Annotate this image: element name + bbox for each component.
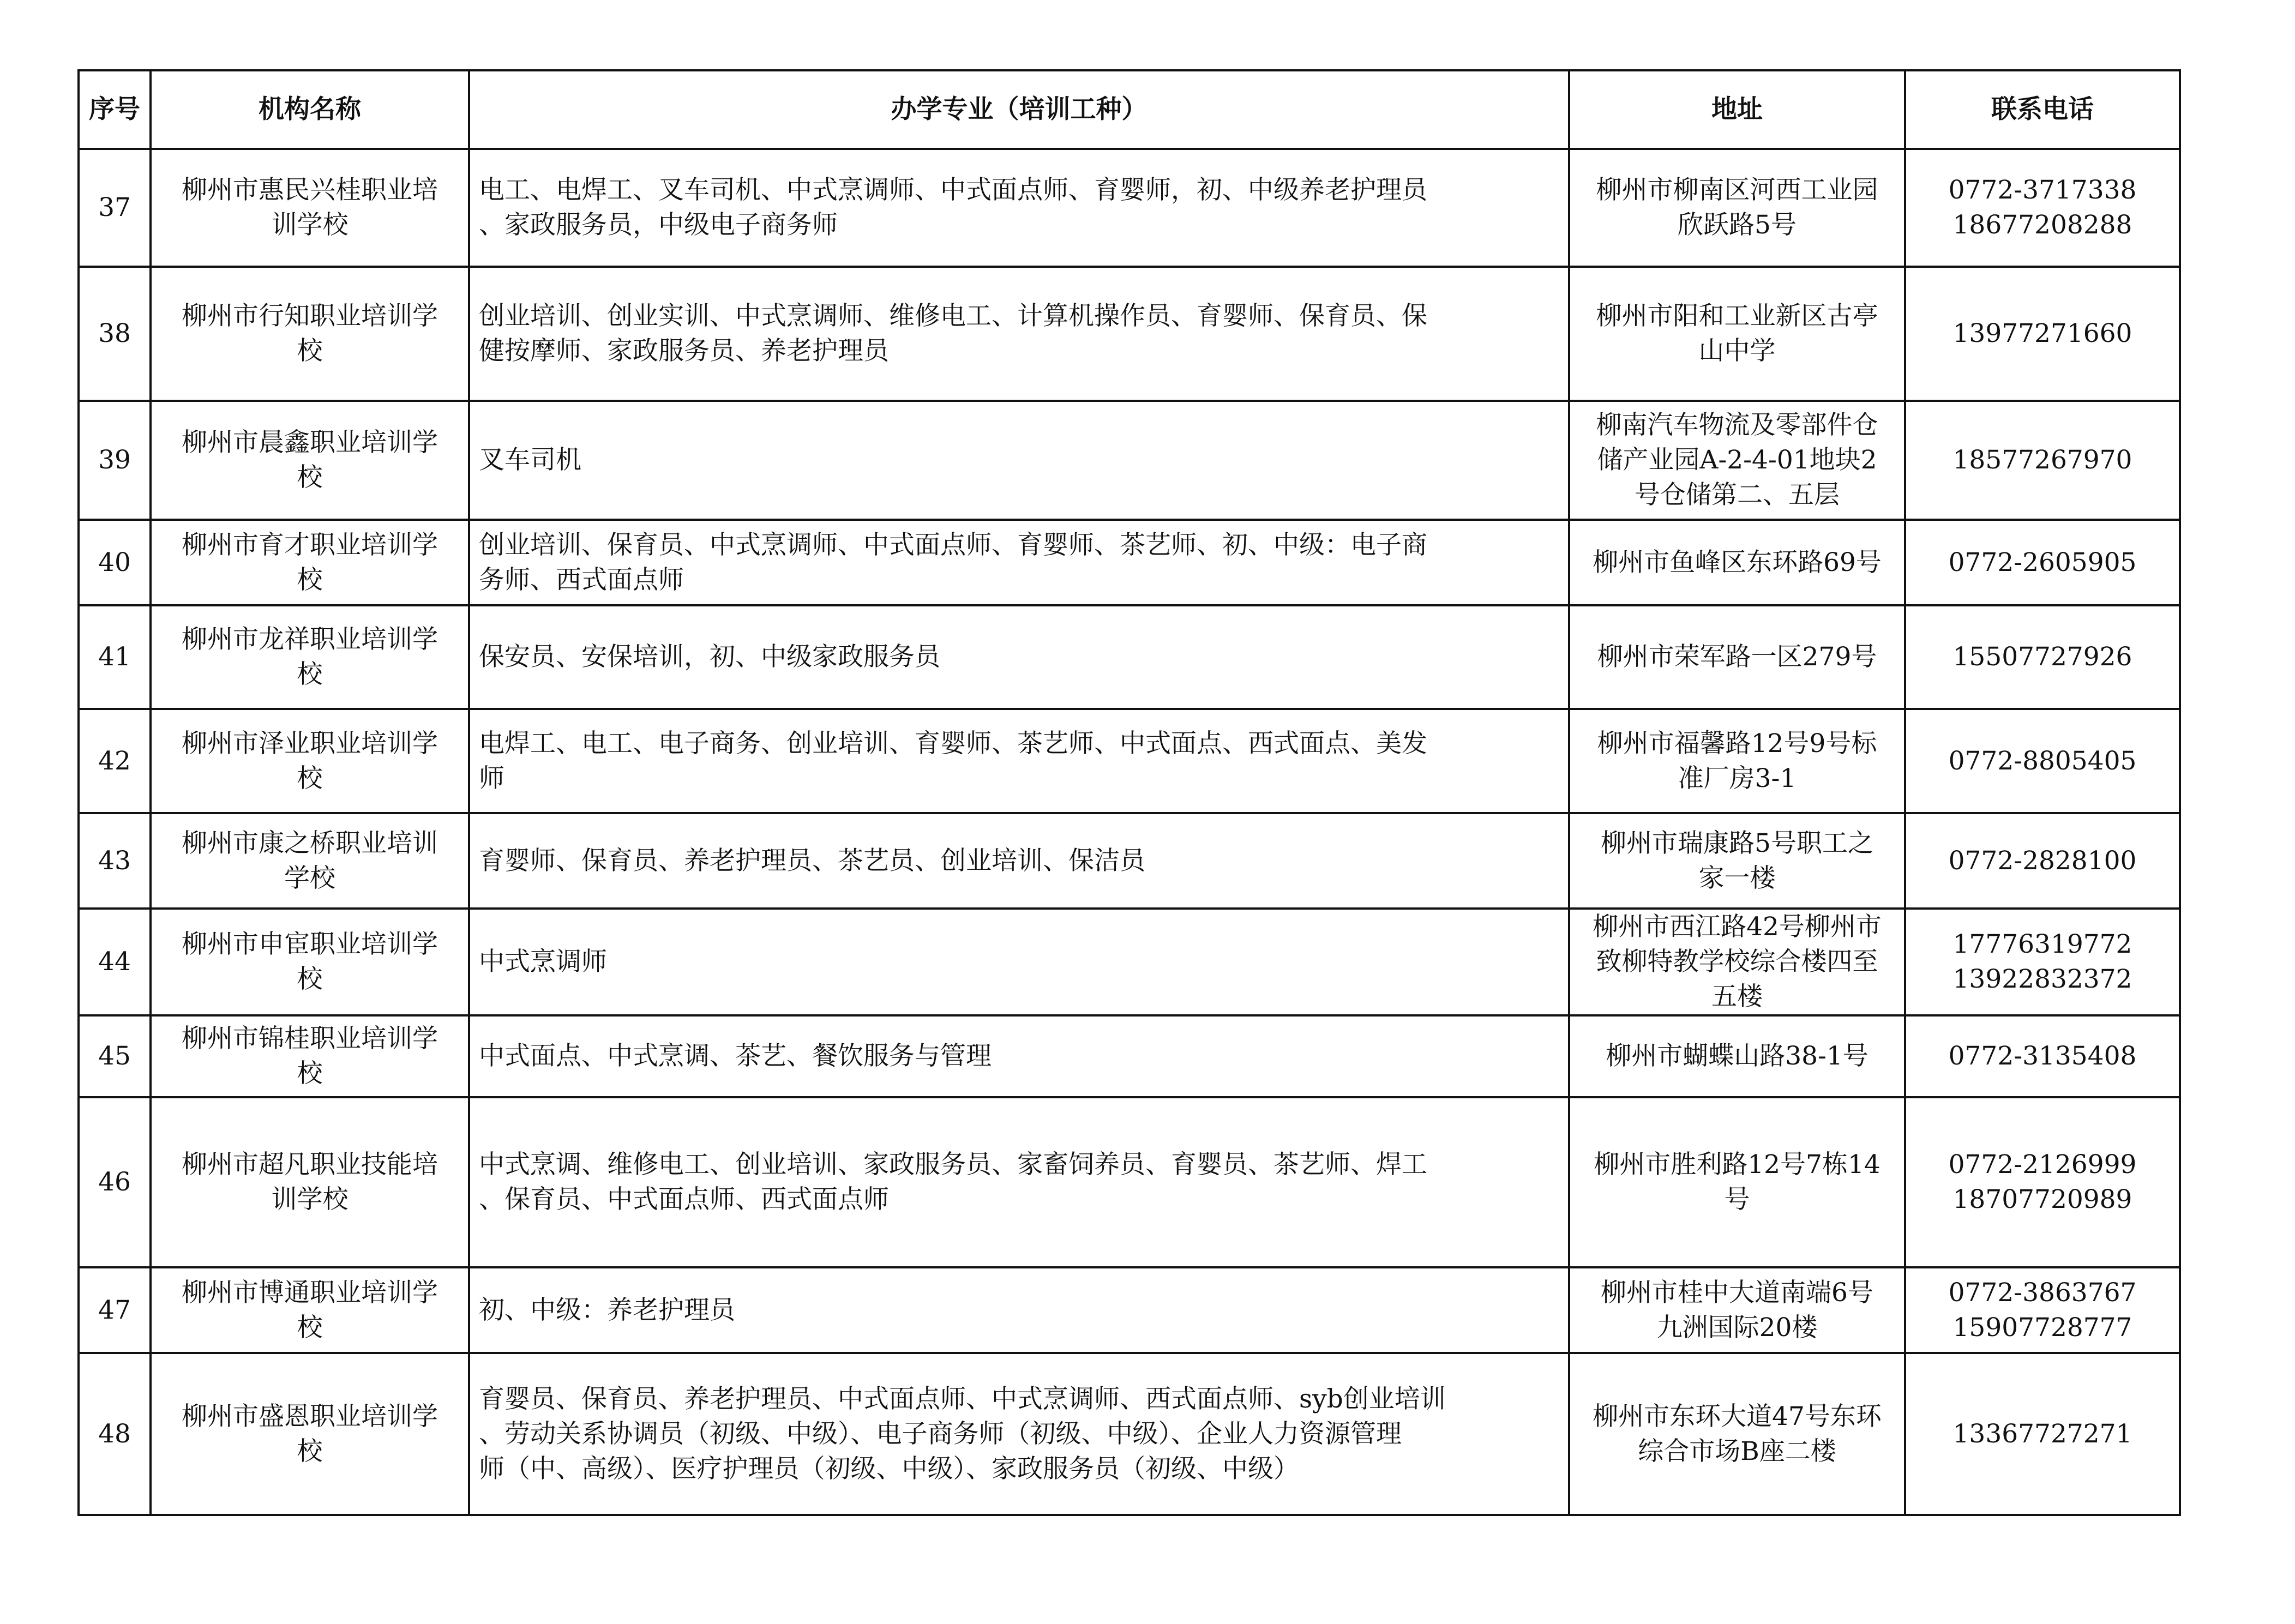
- cell-address: [1569, 605, 1905, 709]
- cell-major-text: 中式面点、中式烹调、茶艺、餐饮服务与管理: [479, 1041, 992, 1071]
- cell-phone: [1905, 813, 2180, 909]
- cell-name: [151, 605, 469, 709]
- table-row: [79, 401, 2180, 520]
- cell-address-text: 柳州市胜利路12号7栋14 号: [1594, 1150, 1881, 1214]
- header-no: 序号: [79, 70, 151, 149]
- cell-major-text: 创业培训、保育员、中式烹调师、中式面点师、育婴师、茶艺师、初、中级：电子商 务师、西式面点师: [479, 530, 1427, 595]
- header-name: 机构名称: [151, 70, 469, 149]
- cell-no: [79, 401, 151, 520]
- header-phone: 联系电话: [1905, 70, 2180, 149]
- table-row: [79, 709, 2180, 813]
- cell-phone-text: 15507727926: [1952, 642, 2132, 672]
- cell-address: [1569, 813, 1905, 909]
- cell-major: [469, 1097, 1569, 1267]
- cell-phone-text: 0772-3717338 18677208288: [1948, 175, 2137, 240]
- table-body: [79, 149, 2180, 1515]
- cell-name: [151, 520, 469, 605]
- cell-name-text: 柳州市超凡职业技能培 训学校: [182, 1150, 438, 1214]
- cell-phone-text: 17776319772 13922832372: [1952, 929, 2132, 994]
- cell-major: [469, 1353, 1569, 1515]
- cell-major-text: 电焊工、电工、电子商务、创业培训、育婴师、茶艺师、中式面点、西式面点、美发 师: [479, 728, 1427, 793]
- cell-address-text: 柳州市蝴蝶山路38-1号: [1606, 1041, 1869, 1071]
- cell-address-text: 柳南汽车物流及零部件仓 储产业园A-2-4-01地块2 号仓储第二、五层: [1596, 410, 1878, 510]
- cell-name: [151, 267, 469, 401]
- cell-major-text: 育婴员、保育员、养老护理员、中式面点师、中式烹调师、西式面点师、syb创业培训 、劳动关系协调员（初级、中级）、电子商务师（初级、中级）、企业人力资源管理 师（中、高级）、医疗护理员（初级、中级）、家政服务员（初级、中级）: [479, 1384, 1446, 1484]
- cell-address-text: 柳州市阳和工业新区古亭 山中学: [1596, 301, 1878, 366]
- cell-major: [469, 709, 1569, 813]
- cell-phone: [1905, 520, 2180, 605]
- cell-major: [469, 520, 1569, 605]
- table-row: [79, 1267, 2180, 1353]
- cell-address: [1569, 520, 1905, 605]
- cell-phone-text: 13977271660: [1952, 318, 2132, 348]
- header-address: 地址: [1569, 70, 1905, 149]
- cell-address: [1569, 267, 1905, 401]
- table-row: [79, 1353, 2180, 1515]
- cell-phone: [1905, 1097, 2180, 1267]
- cell-address-text: 柳州市福馨路12号9号标 准厂房3-1: [1597, 728, 1877, 793]
- cell-name-text: 柳州市锦桂职业培训学 校: [182, 1024, 438, 1088]
- cell-phone: [1905, 1267, 2180, 1353]
- table-row: [79, 1015, 2180, 1097]
- cell-no-text: 44: [98, 947, 131, 977]
- cell-phone-text: 0772-2605905: [1948, 547, 2137, 578]
- cell-no: [79, 149, 151, 267]
- cell-phone-text: 0772-3863767 15907728777: [1948, 1277, 2137, 1343]
- table-row: [79, 909, 2180, 1015]
- cell-major-text: 叉车司机: [479, 445, 581, 475]
- cell-no: [79, 1267, 151, 1353]
- cell-name: [151, 149, 469, 267]
- cell-name-text: 柳州市龙祥职业培训学 校: [182, 624, 438, 689]
- cell-major: [469, 909, 1569, 1015]
- cell-no-text: 38: [98, 318, 131, 348]
- cell-name: [151, 1353, 469, 1515]
- cell-phone: [1905, 605, 2180, 709]
- cell-phone-text: 18577267970: [1952, 445, 2132, 475]
- cell-address: [1569, 149, 1905, 267]
- cell-no-text: 46: [98, 1167, 131, 1197]
- table-row: [79, 149, 2180, 267]
- cell-major-text: 中式烹调、维修电工、创业培训、家政服务员、家畜饲养员、育婴员、茶艺师、焊工 、保育员、中式面点师、西式面点师: [479, 1150, 1427, 1214]
- cell-major-text: 中式烹调师: [479, 947, 607, 977]
- cell-address-text: 柳州市荣军路一区279号: [1597, 642, 1877, 672]
- cell-no-text: 48: [98, 1418, 131, 1449]
- cell-name-text: 柳州市惠民兴桂职业培 训学校: [182, 175, 438, 240]
- cell-address: [1569, 909, 1905, 1015]
- cell-name: [151, 709, 469, 813]
- cell-phone: [1905, 149, 2180, 267]
- training-institution-table: [77, 69, 2181, 1516]
- cell-no-text: 39: [98, 445, 131, 475]
- cell-address-text: 柳州市桂中大道南端6号 九洲国际20楼: [1601, 1277, 1873, 1343]
- cell-no-text: 45: [98, 1041, 131, 1071]
- cell-name-text: 柳州市育才职业培训学 校: [182, 530, 438, 595]
- cell-no: [79, 1353, 151, 1515]
- cell-no-text: 40: [98, 547, 131, 578]
- cell-name: [151, 909, 469, 1015]
- cell-major: [469, 267, 1569, 401]
- cell-name-text: 柳州市行知职业培训学 校: [182, 301, 438, 366]
- cell-major-text: 初、中级：养老护理员: [479, 1295, 735, 1325]
- cell-no: [79, 1015, 151, 1097]
- cell-address-text: 柳州市瑞康路5号职工之 家一楼: [1601, 828, 1873, 893]
- cell-no-text: 41: [98, 642, 131, 672]
- cell-major-text: 保安员、安保培训，初、中级家政服务员: [479, 642, 940, 672]
- cell-phone-text: 0772-8805405: [1948, 745, 2137, 776]
- cell-address-text: 柳州市柳南区河西工业园 欣跃路5号: [1596, 175, 1878, 240]
- cell-name: [151, 1097, 469, 1267]
- cell-major: [469, 813, 1569, 909]
- cell-address-text: 柳州市鱼峰区东环路69号: [1593, 547, 1882, 578]
- cell-phone: [1905, 1015, 2180, 1097]
- cell-name-text: 柳州市申宦职业培训学 校: [182, 929, 438, 994]
- cell-no: [79, 1097, 151, 1267]
- cell-major: [469, 149, 1569, 267]
- cell-no-text: 42: [98, 745, 131, 776]
- header-row: [79, 70, 2180, 149]
- cell-phone: [1905, 909, 2180, 1015]
- cell-name: [151, 813, 469, 909]
- cell-no: [79, 605, 151, 709]
- cell-address: [1569, 1015, 1905, 1097]
- cell-address: [1569, 1097, 1905, 1267]
- table-row: [79, 520, 2180, 605]
- cell-no-text: 37: [98, 193, 131, 222]
- cell-address: [1569, 1267, 1905, 1353]
- cell-name: [151, 1015, 469, 1097]
- table-row: [79, 1097, 2180, 1267]
- cell-name-text: 柳州市晨鑫职业培训学 校: [182, 428, 438, 492]
- cell-phone-text: 0772-2126999 18707720989: [1948, 1150, 2137, 1214]
- cell-phone: [1905, 709, 2180, 813]
- cell-name-text: 柳州市康之桥职业培训 学校: [182, 828, 438, 893]
- cell-name-text: 柳州市盛恩职业培训学 校: [182, 1401, 438, 1466]
- cell-no-text: 47: [98, 1295, 131, 1325]
- cell-name-text: 柳州市泽业职业培训学 校: [182, 728, 438, 793]
- cell-no-text: 43: [98, 845, 131, 876]
- cell-major: [469, 1267, 1569, 1353]
- cell-address-text: 柳州市西江路42号柳州市 致柳特教学校综合楼四至 五楼: [1593, 912, 1882, 1012]
- cell-major-text: 创业培训、创业实训、中式烹调师、维修电工、计算机操作员、育婴师、保育员、保 健按摩师、家政服务员、养老护理员: [479, 301, 1427, 366]
- cell-phone-text: 0772-3135408: [1948, 1041, 2137, 1071]
- table-row: [79, 813, 2180, 909]
- cell-address: [1569, 401, 1905, 520]
- table-row: [79, 267, 2180, 401]
- cell-major: [469, 1015, 1569, 1097]
- cell-major-text: 电工、电焊工、叉车司机、中式烹调师、中式面点师、育婴师，初、中级养老护理员 、家政服务员，中级电子商务师: [479, 175, 1427, 240]
- cell-no: [79, 909, 151, 1015]
- table-row: [79, 605, 2180, 709]
- cell-major-text: 育婴师、保育员、养老护理员、茶艺员、创业培训、保洁员: [479, 845, 1145, 876]
- cell-address: [1569, 1353, 1905, 1515]
- cell-no: [79, 267, 151, 401]
- cell-no: [79, 520, 151, 605]
- cell-phone: [1905, 401, 2180, 520]
- cell-no: [79, 813, 151, 909]
- cell-name: [151, 1267, 469, 1353]
- cell-phone: [1905, 267, 2180, 401]
- cell-major: [469, 401, 1569, 520]
- cell-address: [1569, 709, 1905, 813]
- cell-name-text: 柳州市博通职业培训学 校: [182, 1277, 438, 1343]
- cell-major: [469, 605, 1569, 709]
- cell-address-text: 柳州市东环大道47号东环 综合市场B座二楼: [1593, 1401, 1882, 1466]
- header-major: 办学专业（培训工种）: [469, 70, 1569, 149]
- cell-name: [151, 401, 469, 520]
- cell-no: [79, 709, 151, 813]
- cell-phone-text: 13367727271: [1952, 1418, 2132, 1449]
- cell-phone-text: 0772-2828100: [1948, 845, 2137, 876]
- cell-phone: [1905, 1353, 2180, 1515]
